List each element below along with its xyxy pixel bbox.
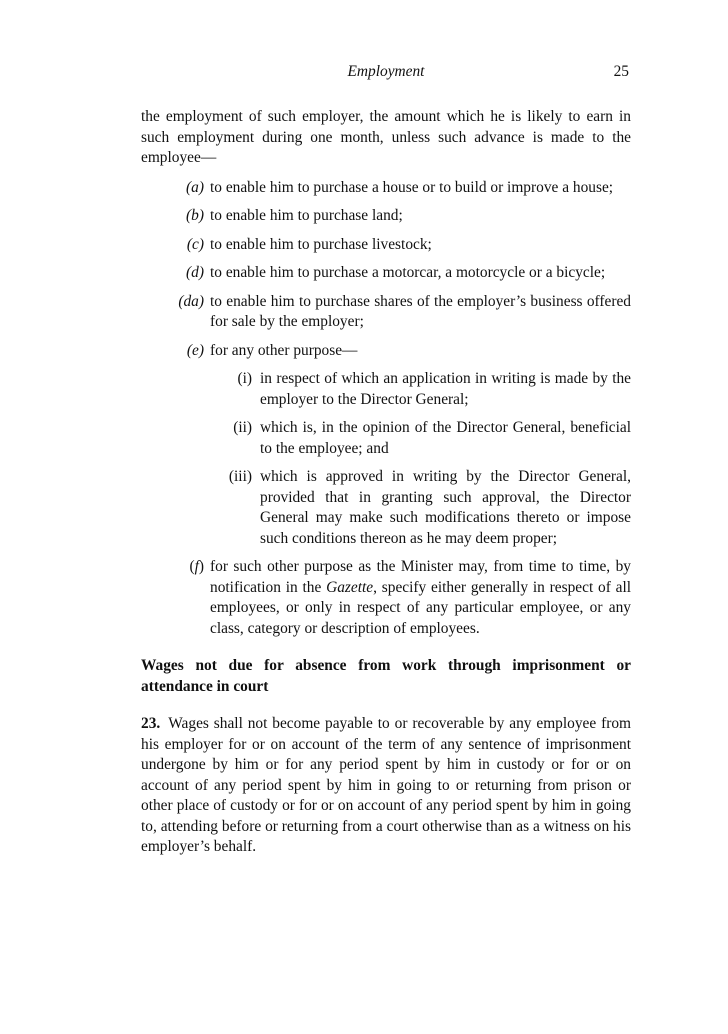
header-title: Employment [347, 63, 425, 80]
list-item-b [141, 206, 631, 227]
item-text-after: , specify either generally in respect of all employees, or only in respect of any particular employee, or any class, category or description of employees. [210, 578, 632, 637]
item-label: (b) [186, 207, 204, 224]
intro-paragraph: the employment of such employer, the amount which he is likely to earn in such employment during one month, unless such advance is made to the employee— [141, 108, 631, 166]
document-page [141, 62, 631, 858]
item-label-close: ) [198, 558, 204, 575]
item-label: (c) [186, 235, 204, 253]
item-text: to enable him to purchase a house or to build or improve a house; [210, 178, 614, 196]
list-item-c [141, 235, 631, 256]
list-item-e [141, 341, 631, 362]
item-text [210, 557, 631, 639]
item-label: (da) [178, 292, 204, 310]
page-number: 25 [613, 63, 629, 80]
item-text: for any other purpose— [210, 341, 358, 359]
sub-item-text: which is approved in writing by the Director General, provided that in granting such approval, the Director General may make such modifications thereto or impose such conditions thereon as he may deem proper; [260, 468, 631, 547]
item-label: (a) [186, 178, 204, 196]
list-item-d [141, 263, 631, 284]
item-label-open: ( [189, 558, 195, 575]
item-label: (e) [186, 341, 204, 359]
sub-item-i [141, 369, 631, 410]
sub-item-text: which is, in the opinion of the Director General, beneficial to the employee; and [260, 419, 631, 457]
section-paragraph [141, 714, 631, 858]
item-label: (d) [186, 264, 204, 281]
sub-item-ii [141, 418, 631, 459]
sub-item-label: (ii) [233, 419, 252, 436]
section-heading: Wages not due for absence from work through imprisonment or attendance in court [141, 657, 631, 695]
running-header [141, 62, 631, 86]
section-text: Wages shall not become payable to or recoverable by any employee from his employer for or on account of the term of any sentence of imprisonment undergone by him or for any period spent by him in custody or for or on account of any period spent by him in going to or returning from prison or other place of custody or for or on account of any period spent by him in going to, attending before or returning from a court otherwise than as a witness on his employer’s behalf. [141, 715, 631, 855]
gazette-italic: Gazette [326, 578, 374, 596]
item-label-letter: f [194, 558, 199, 575]
sub-item-label: (iii) [228, 468, 252, 485]
item-text: to enable him to purchase a motorcar, a motorcycle or a bicycle; [210, 264, 606, 281]
list-item-da [141, 292, 631, 333]
item-text: to enable him to purchase land; [210, 207, 403, 224]
section-number: 23. [141, 715, 161, 732]
list-item-a [141, 178, 631, 199]
list-item-f [141, 557, 631, 639]
sub-item-text: in respect of which an application in writing is made by the employer to the Director General; [260, 370, 631, 408]
sub-item-label: (i) [237, 370, 252, 387]
item-text-before: for such other purpose as the Minister may, from time to time, by notification in the [210, 558, 631, 596]
item-text: to enable him to purchase livestock; [210, 235, 432, 253]
item-text: to enable him to purchase shares of the employer’s business offered for sale by the employer; [210, 292, 631, 330]
sub-item-iii [141, 467, 631, 549]
item-label [141, 557, 210, 639]
